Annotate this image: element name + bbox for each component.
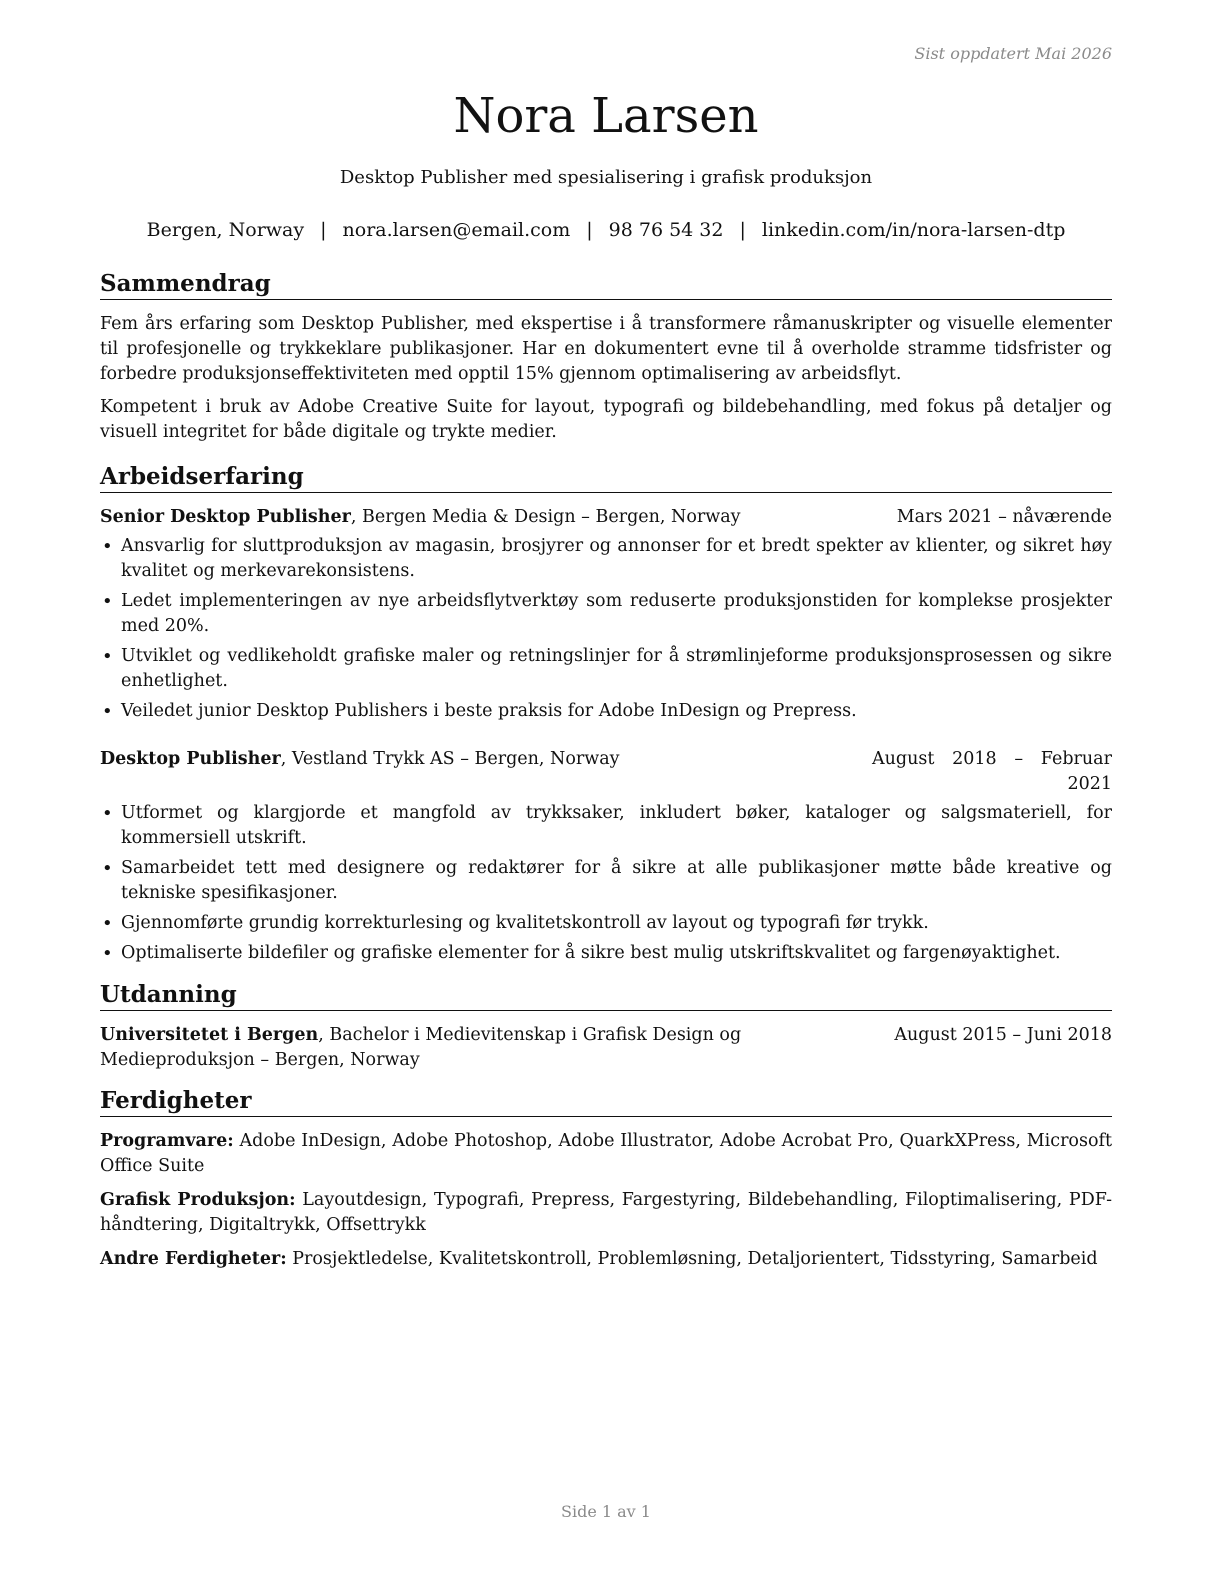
skill-label: Programvare:: [100, 1131, 234, 1151]
skill-group: [100, 1188, 1112, 1238]
section-title-education: Utdanning: [100, 981, 1112, 1011]
resume-page: [100, 0, 1112, 1584]
job-header: [100, 747, 1112, 797]
education-dates: August 2015 – Juni 2018: [894, 1025, 1112, 1045]
skill-label: Grafisk Produksjon:: [100, 1190, 296, 1210]
summary-paragraph: Kompetent i bruk av Adobe Creative Suite for layout, typografi og bildebehandling, med fokus på detaljer og visuell integritet for både digitale og trykte medier.: [100, 397, 1112, 442]
skill-group: [100, 1247, 1112, 1272]
job-role: Desktop Publisher: [100, 749, 281, 769]
job-bullet: • Optimaliserte bildefiler og grafiske elementer for å sikre best mulig utskriftskvalitet og fargenøyaktighet.: [100, 941, 1112, 966]
job-bullet: • Utviklet og vedlikeholdt grafiske maler og retningslinjer for å strømlinjeforme produksjonsprosessen og sikre enhetlighet.: [100, 644, 1112, 694]
skill-label: Andre Ferdigheter:: [100, 1249, 287, 1269]
section-title-skills: Ferdigheter: [100, 1087, 1112, 1117]
summary-paragraph: Fem års erfaring som Desktop Publisher, med ekspertise i å transformere råmanuskripter og visuelle elementer til profesjonelle og trykkeklare publikasjoner. Har en dokumentert evne til å overholde stramme tidsfrister og forbedre produksjonseffektiviteten med opptil 15% gjennom optimalisering av arbeidsflyt.: [100, 314, 1112, 384]
contact-separator: |: [739, 219, 746, 241]
skill-value: Prosjektledelse, Kvalitetskontroll, Problemløsning, Detaljorientert, Tidsstyring, Samarbeid: [286, 1249, 1098, 1269]
contact-phone: 98 76 54 32: [608, 219, 724, 241]
education-entry: [100, 1023, 1112, 1073]
contact-location: Bergen, Norway: [146, 219, 305, 241]
job-bullets: [100, 534, 1112, 724]
section-title-summary: Sammendrag: [100, 270, 1112, 300]
contact-separator: |: [586, 219, 593, 241]
job-bullet: • Utformet og klargjorde et mangfold av trykksaker, inkludert bøker, kataloger og salgsmateriell, for kommersiell utskrift.: [100, 801, 1112, 851]
contact-linkedin[interactable]: linkedin.com/in/nora-larsen-dtp: [761, 219, 1066, 241]
page-number: Side 1 av 1: [561, 1502, 651, 1521]
resume-content: [100, 270, 1112, 1281]
job-bullets: [100, 801, 1112, 966]
job-dates: Mars 2021 – nåværende: [896, 507, 1112, 527]
contact-line: [100, 219, 1112, 241]
job-bullet: • Samarbeidet tett med designere og redaktører for å sikre at alle publikasjoner møtte både kreative og tekniske spesifikasjoner.: [100, 856, 1112, 906]
job-header: [100, 505, 1112, 530]
contact-separator: |: [320, 219, 327, 241]
job-bullet: • Ansvarlig for sluttproduksjon av magasin, brosjyrer og annonser for et bredt spekter av klienter, og sikret høy kvalitet og merkevarekonsistens.: [100, 534, 1112, 584]
job-bullet: • Ledet implementeringen av nye arbeidsflytverktøy som reduserte produksjonstiden for komplekse prosjekter med 20%.: [100, 589, 1112, 639]
candidate-name: Nora Larsen: [453, 88, 759, 144]
job-details: , Vestland Trykk AS – Bergen, Norway: [280, 749, 620, 769]
last-updated: Sist oppdatert Mai 2026: [914, 44, 1112, 63]
job-details: , Bergen Media & Design – Bergen, Norway: [350, 507, 741, 527]
job-bullet: • Gjennomførte grundig korrekturlesing og kvalitetskontroll av layout og typografi før trykk.: [100, 911, 1112, 936]
skill-value: Layoutdesign, Typografi, Prepress, Fargestyring, Bildebehandling, Filoptimalisering, PDF-håndtering, Digitaltrykk, Offsettrykk: [100, 1190, 1112, 1235]
education-details: , Bachelor i Medievitenskap i Grafisk Design og Medieproduksjon – Bergen, Norway: [100, 1025, 742, 1070]
section-title-experience: Arbeidserfaring: [100, 463, 1112, 493]
education-institution: Universitetet i Bergen: [100, 1025, 319, 1045]
tagline: Desktop Publisher med spesialisering i grafisk produksjon: [339, 167, 873, 188]
skill-value: Adobe InDesign, Adobe Photoshop, Adobe Illustrator, Adobe Acrobat Pro, QuarkXPress, Microsoft Office Suite: [100, 1131, 1112, 1176]
contact-email[interactable]: nora.larsen@email.com: [342, 219, 571, 241]
skill-group: [100, 1129, 1112, 1179]
job-dates: August 2018 – Februar 2021: [872, 749, 1112, 794]
job-bullet: • Veiledet junior Desktop Publishers i beste praksis for Adobe InDesign og Prepress.: [100, 699, 1112, 724]
job-role: Senior Desktop Publisher: [100, 507, 351, 527]
